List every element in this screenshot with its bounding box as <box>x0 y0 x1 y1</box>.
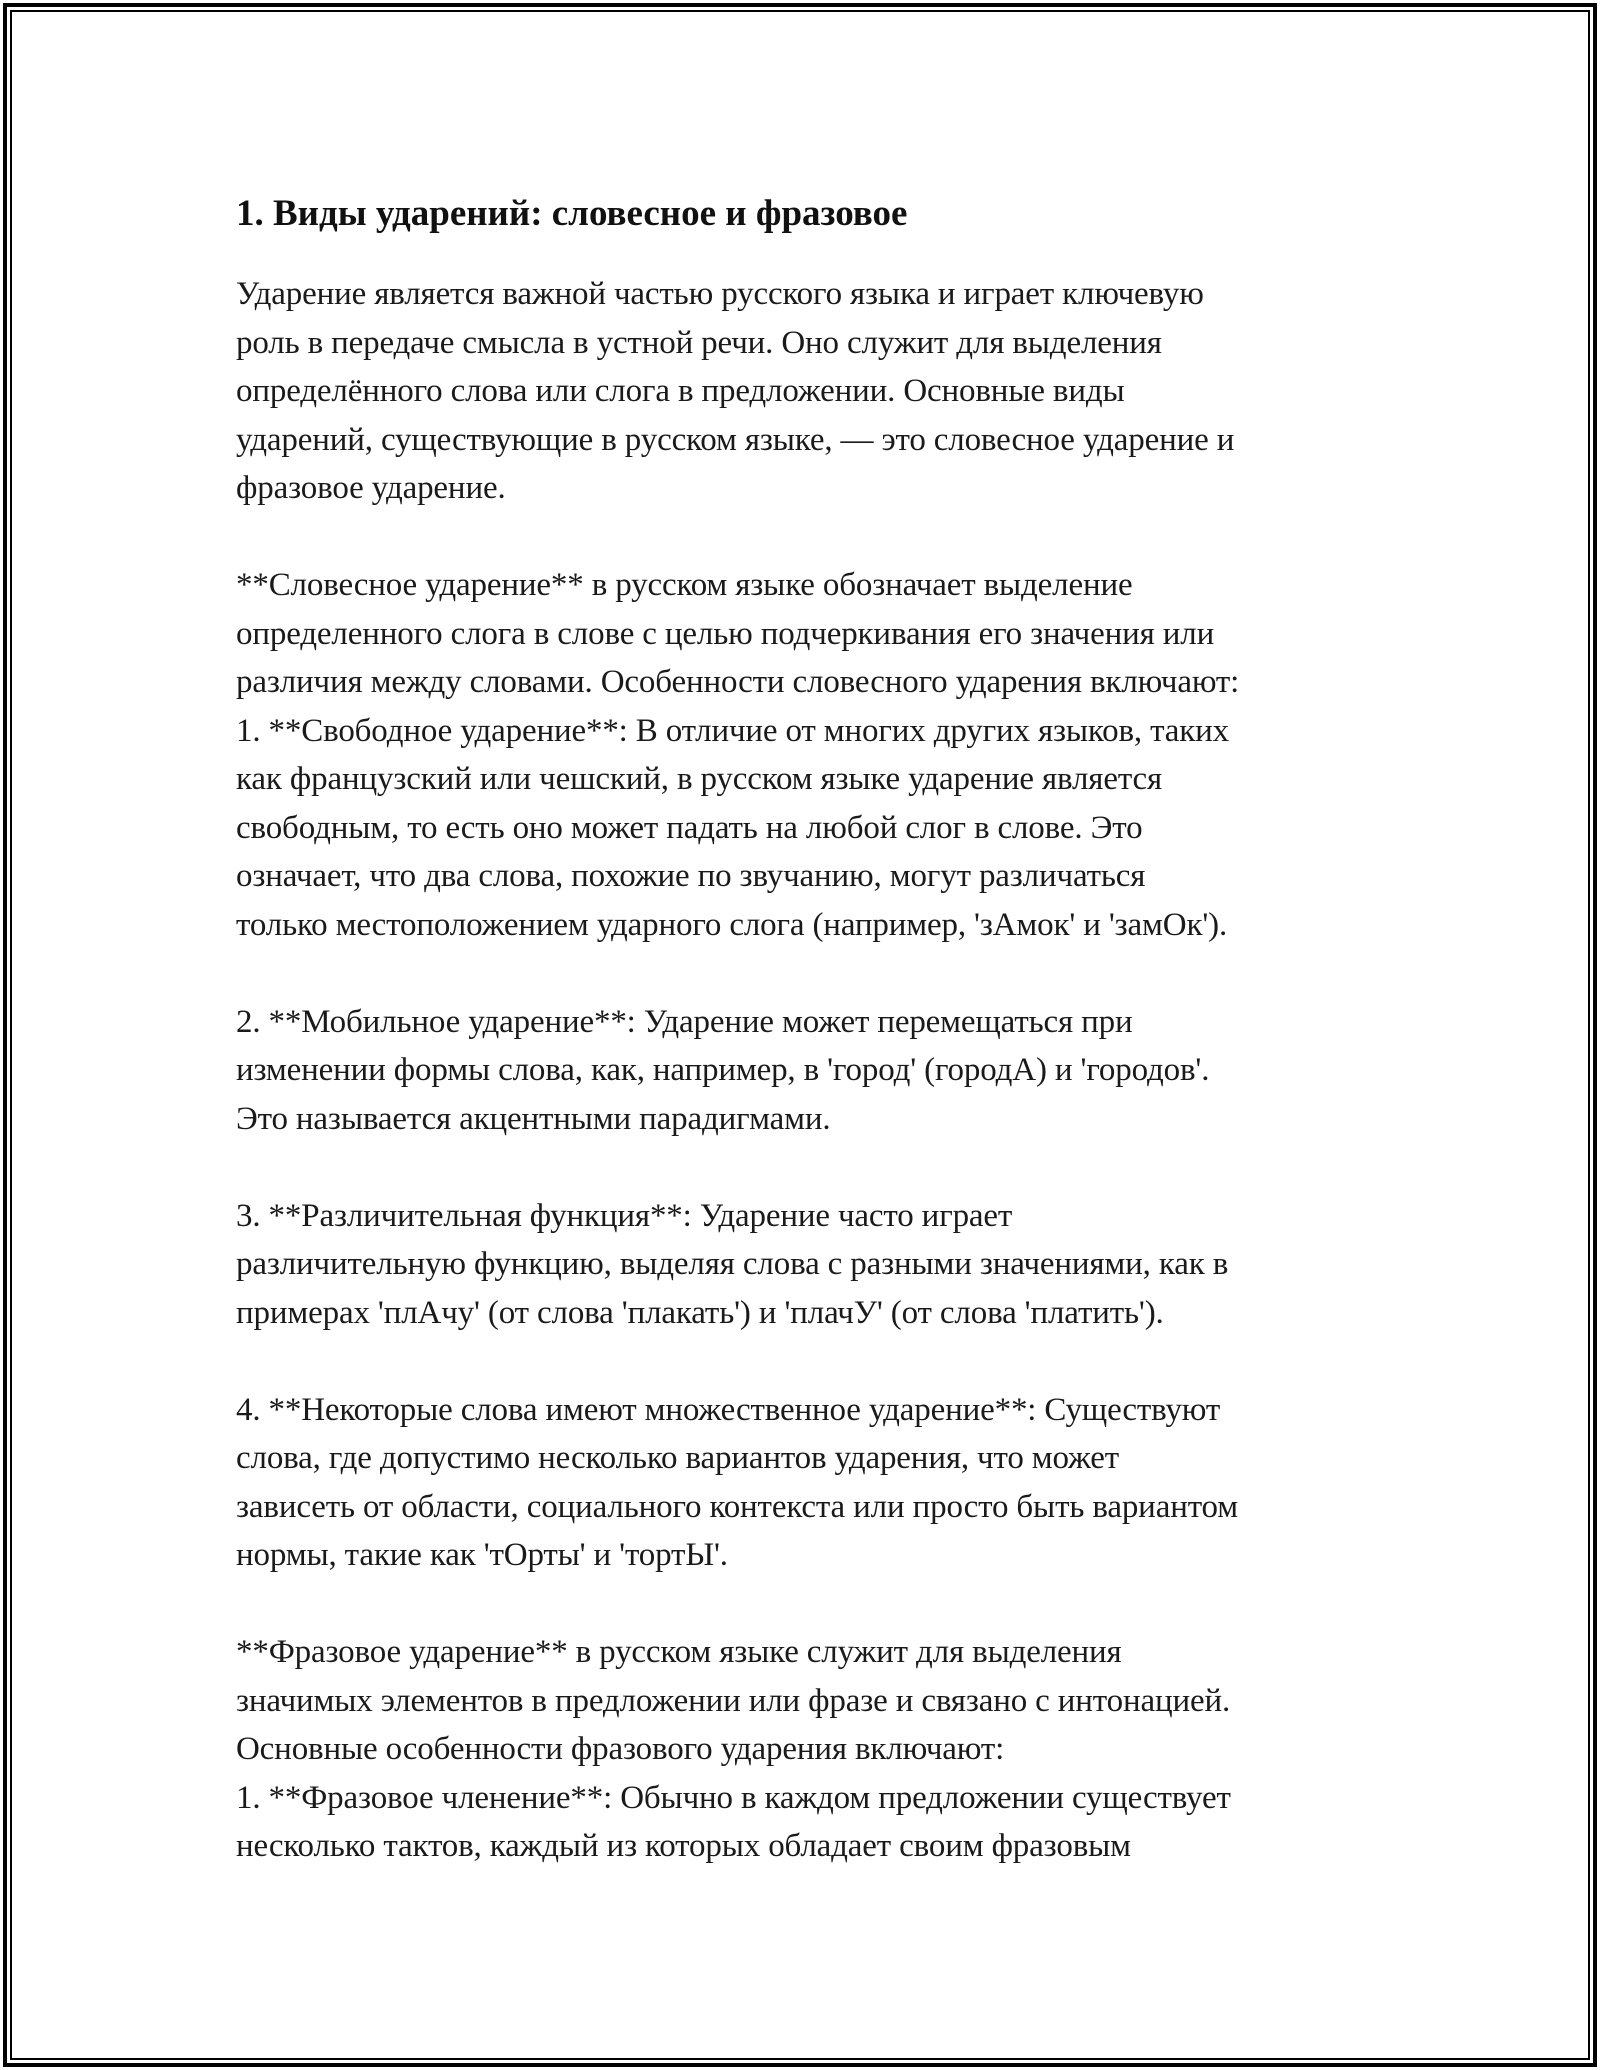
section-heading: 1. Виды ударений: словесное и фразовое <box>236 193 908 234</box>
text-line: фразовое ударение. <box>236 470 506 506</box>
text-line: различия между словами. Особенности словесного ударения включают: <box>236 664 1240 700</box>
text-line: Основные особенности фразового ударения включают: <box>236 1731 1005 1767</box>
text-line: 1. **Свободное ударение**: В отличие от многих других языков, таких <box>236 712 1230 749</box>
blank-line <box>236 1337 1381 1386</box>
text-line: зависеть от области, социального контекста или просто быть вариантом <box>236 1488 1238 1525</box>
text-line: Ударение является важной частью русского языка и играет ключевую <box>236 276 1204 312</box>
text-line: 1. **Фразовое членение**: Обычно в каждом предложении существует <box>236 1779 1231 1816</box>
text-line: значимых элементов в предложении или фразе и связано с интонацией. <box>236 1682 1231 1719</box>
text-line: определённого слова или слога в предложении. Основные виды <box>236 373 1125 409</box>
text-line: ударений, существующие в русском языке, — это словесное ударение и <box>236 421 1235 458</box>
text-line: примерах 'плАчу' (от слова 'плакать') и 'плачУ' (от слова 'платить'). <box>236 1294 1164 1331</box>
text-line: роль в передаче смысла в устной речи. Оно служит для выделения <box>236 324 1162 361</box>
blank-line <box>236 949 1381 998</box>
text-line: 2. **Мобильное ударение**: Ударение может перемещаться при <box>236 1003 1133 1040</box>
text-line: **Фразовое ударение** в русском языке служит для выделения <box>236 1634 1122 1670</box>
text-line: определенного слога в слове с целью подчеркивания его значения или <box>236 615 1215 652</box>
text-line: Это называется акцентными парадигмами. <box>236 1100 831 1137</box>
blank-line <box>236 1580 1381 1629</box>
text-line: 4. **Некоторые слова имеют множественное ударение**: Существуют <box>236 1391 1221 1428</box>
text-line: означает, что два слова, похожие по звучанию, могут различаться <box>236 858 1146 894</box>
text-line: различительную функцию, выделяя слова с разными значениями, как в <box>236 1246 1229 1282</box>
body-text <box>236 270 1381 1871</box>
text-line: 3. **Различительная функция**: Ударение часто играет <box>236 1197 1013 1234</box>
text-line: слова, где допустимо несколько вариантов ударения, что может <box>236 1440 1120 1476</box>
blank-line <box>236 513 1381 562</box>
text-line: как французский или чешский, в русском языке ударение является <box>236 761 1163 797</box>
text-line: нормы, такие как 'тОрты' и 'тортЫ'. <box>236 1537 728 1573</box>
text-line: свободным, то есть оно может падать на любой слог в слове. Это <box>236 809 1143 846</box>
document-content <box>236 186 1381 1871</box>
text-line: изменении формы слова, как, например, в 'город' (городА) и 'городов'. <box>236 1052 1210 1088</box>
text-line: **Словесное ударение** в русском языке обозначает выделение <box>236 567 1133 603</box>
text-line: несколько тактов, каждый из которых обладает своим фразовым <box>236 1828 1131 1864</box>
text-line: только местоположением ударного слога (например, 'зАмок' и 'замОк'). <box>236 906 1228 943</box>
blank-line <box>236 1143 1381 1192</box>
